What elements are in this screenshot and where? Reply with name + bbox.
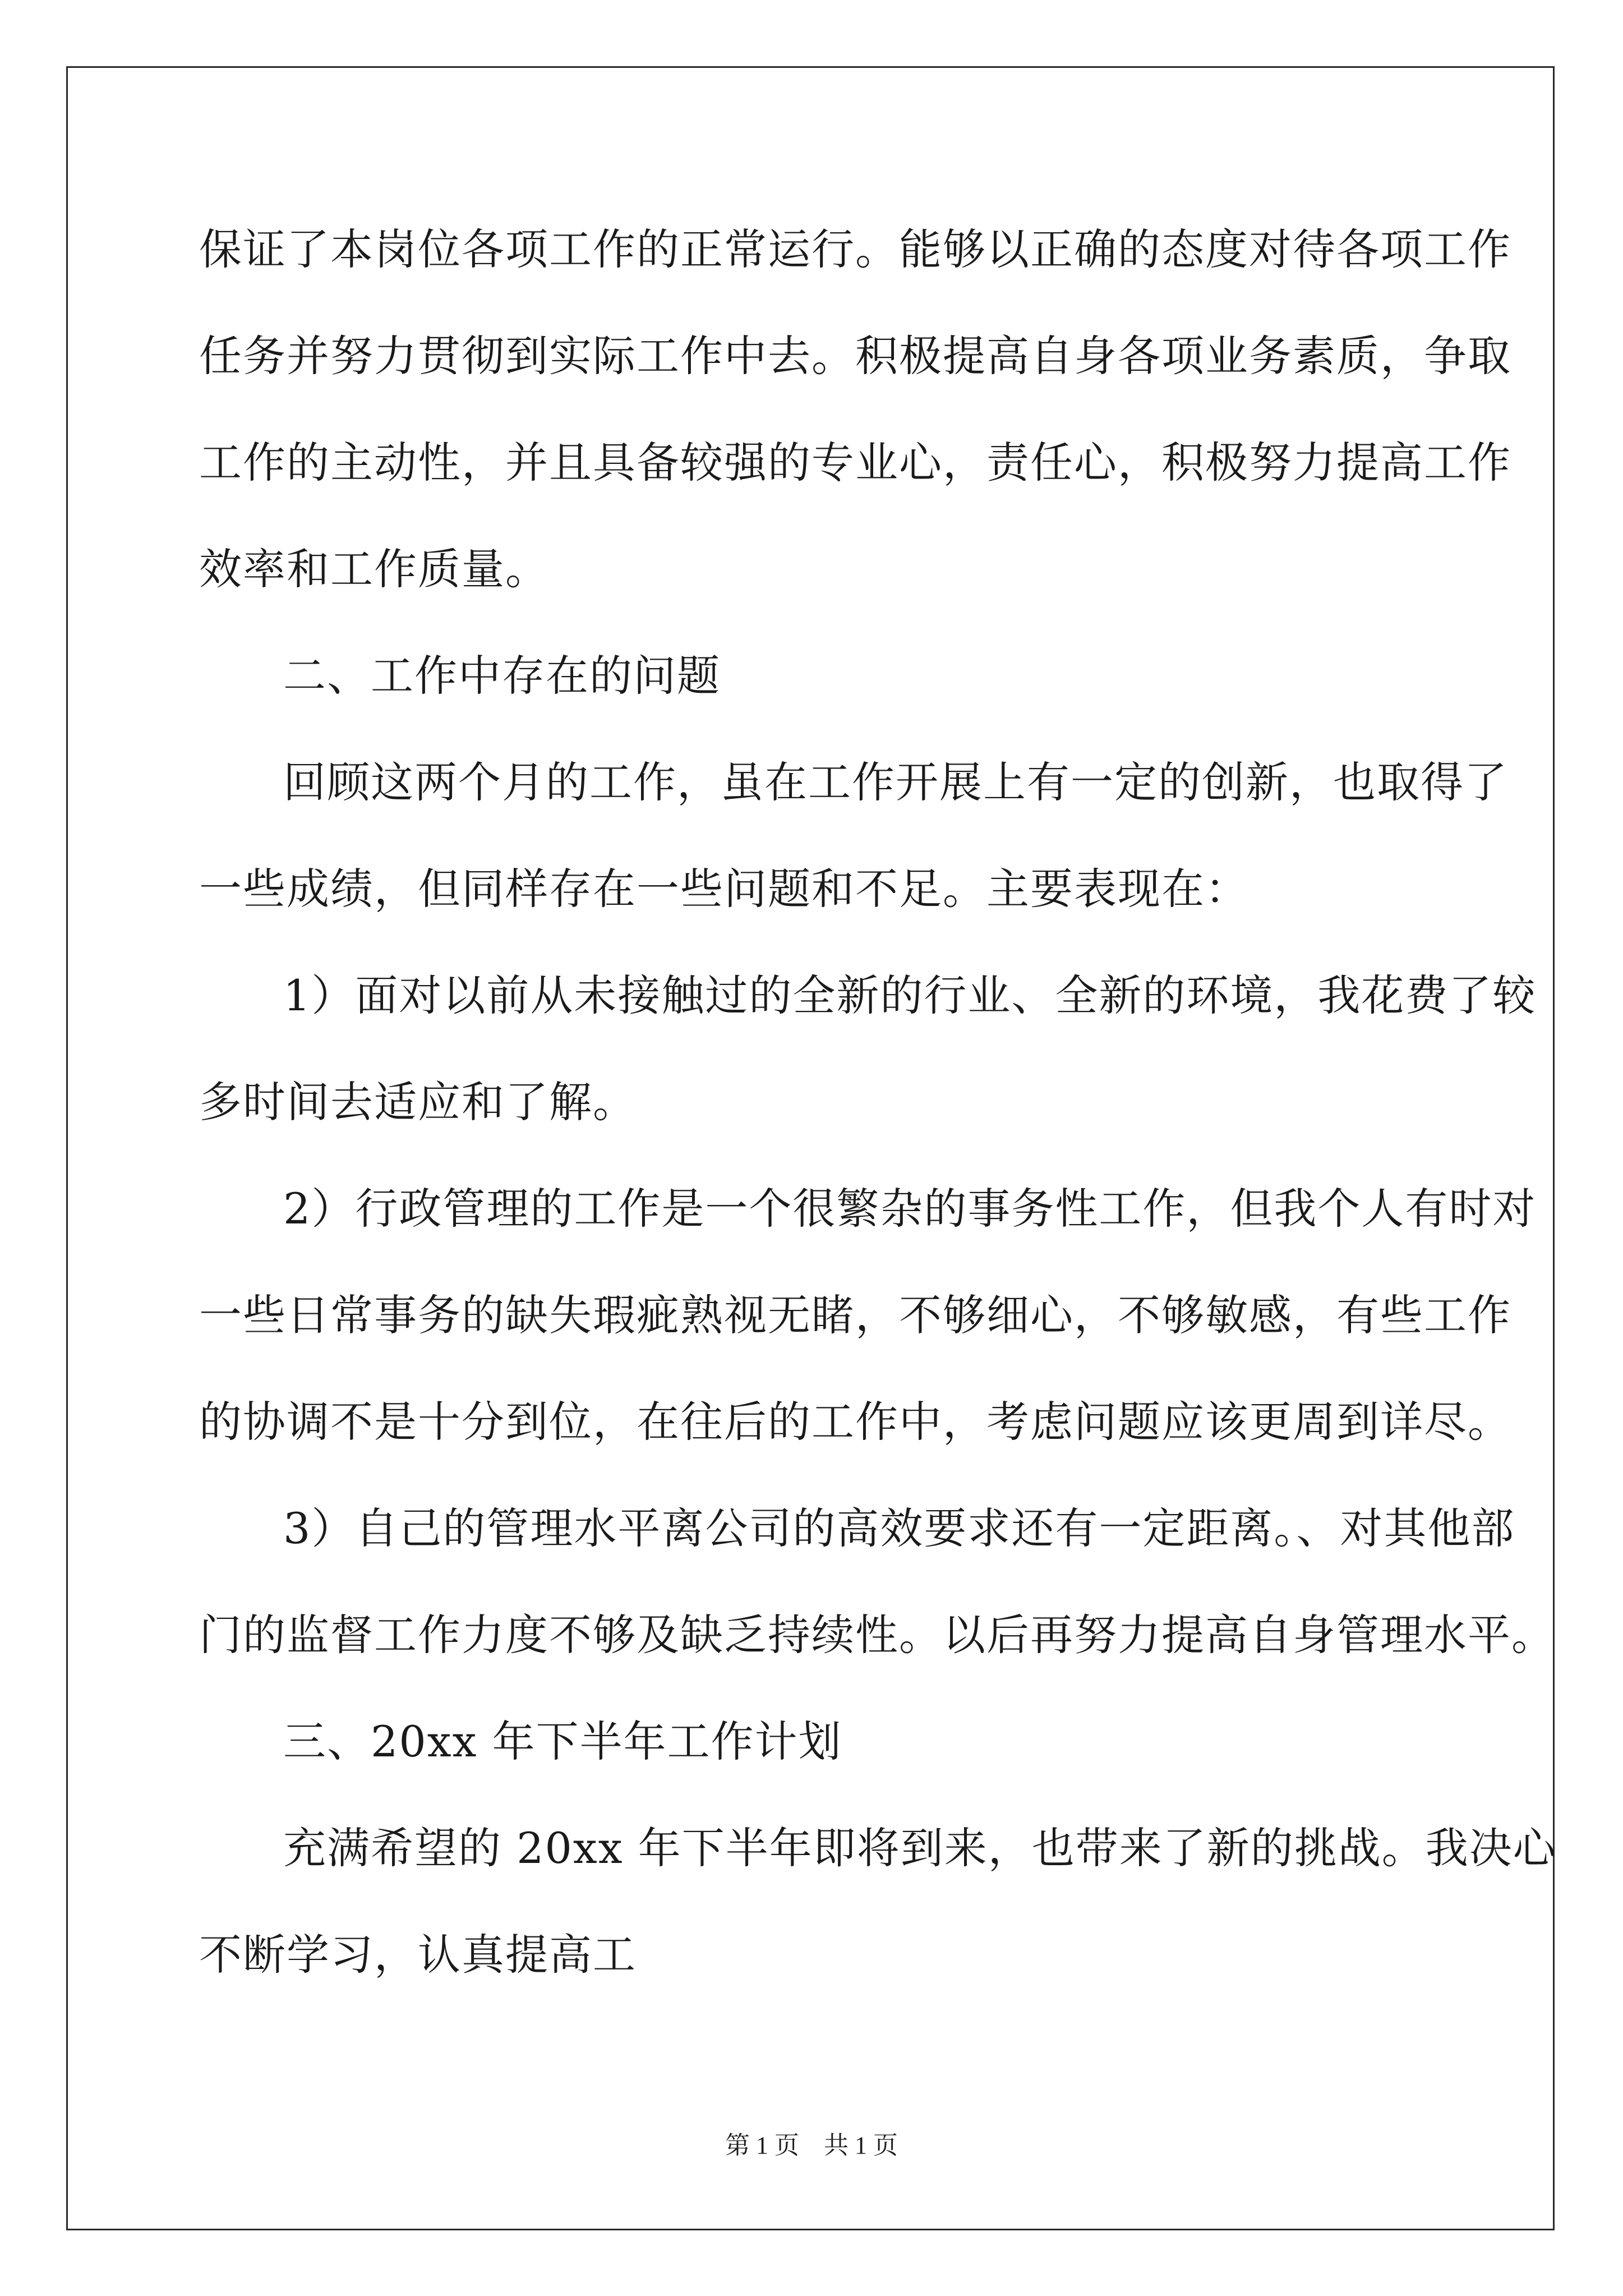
body-line: 充满希望的 20xx 年下半年即将到来，也带来了新的挑战。我决心: [283, 1823, 1557, 1873]
page-footer: 第 1 页 共 1 页: [725, 2132, 898, 2159]
body-line: 回顾这两个月的工作，虽在工作开展上有一定的创新，也取得了: [283, 757, 1508, 807]
list-item-line: 3）自己的管理水平离公司的高效要求还有一定距离。、对其他部: [283, 1503, 1515, 1553]
body-line: 任务并努力贯彻到实际工作中去。积极提高自身各项业务素质，争取: [199, 331, 1511, 381]
section-heading: 三、20xx 年下半年工作计划: [283, 1717, 842, 1766]
body-line: 一些日常事务的缺失瑕疵熟视无睹，不够细心，不够敏感，有些工作: [199, 1290, 1511, 1340]
body-line: 工作的主动性，并且具备较强的专业心，责任心，积极努力提高工作: [199, 438, 1511, 487]
list-item-line: 2）行政管理的工作是一个很繁杂的事务性工作，但我个人有时对: [283, 1184, 1537, 1234]
section-heading: 二、工作中存在的问题: [283, 651, 721, 701]
body-line: 的协调不是十分到位，在往后的工作中，考虑问题应该更周到详尽。: [199, 1397, 1511, 1447]
body-line: 保证了本岗位各项工作的正常运行。能够以正确的态度对待各项工作: [199, 224, 1511, 274]
page-border: [66, 66, 1555, 2230]
list-item-line: 1）面对以前从未接触过的全新的行业、全新的环境，我花费了较: [283, 970, 1537, 1020]
body-line: 效率和工作质量。: [199, 544, 549, 594]
body-line: 多时间去适应和了解。: [199, 1077, 637, 1127]
body-line: 一些成绩，但同样存在一些问题和不足。主要表现在：: [199, 864, 1249, 914]
body-line: 不断学习，认真提高工: [199, 1930, 637, 1980]
body-line: 门的监督工作力度不够及缺乏持续性。以后再努力提高自身管理水平。: [199, 1610, 1555, 1660]
